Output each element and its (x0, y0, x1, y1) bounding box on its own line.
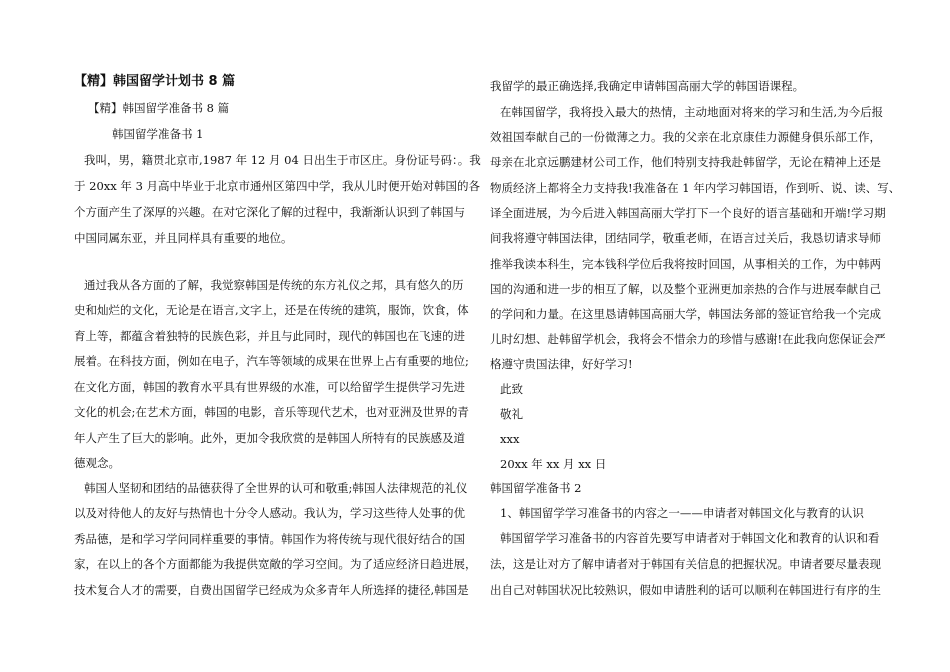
left-paragraph-line: 文化的机会;在艺术方面，韩国的电影，音乐等现代艺术，也对亚洲及世界的青 (74, 405, 469, 419)
subsection-heading: 1、韩国留学学习准备书的内容之一——申请者对韩国文化与教育的认识 (500, 506, 864, 520)
right-paragraph-line: 推举我读本科生，完本钱科学位后我将按时回国，从事相关的工作，为中韩两 (490, 257, 881, 271)
left-paragraph-line: 育上等，都蕴含着独特的民族色彩，并且与此同时，现代的韩国也在飞速的进 (74, 329, 465, 343)
left-paragraph-line: 通过我从各方面的了解，我觉察韩国是传统的东方礼仪之邦，具有悠久的历 (84, 278, 464, 292)
left-paragraph-line: 德观念。 (74, 456, 120, 470)
left-paragraph-line: 个方面产生了深厚的兴趣。在对它深化了解的过程中，我渐渐认识到了韩国与 (74, 205, 465, 219)
closing-salutation: 此致 (500, 382, 523, 396)
right-paragraph-line: 国的沟通和进一步的相互了解，以及整个亚洲更加亲热的合作与进展奉献自己 (490, 282, 881, 296)
left-paragraph-line: 我叫，男，籍贯北京市,1987 年 12 月 04 日出生于市区庄。身份证号码：。我 (84, 153, 481, 167)
left-paragraph-line: 技术复合人才的需要，自费出国留学已经成为众多青年人所选择的捷径,韩国是 (74, 583, 469, 597)
right-paragraph-line: 出自己对韩国状况比较熟识，假如申请胜利的话可以顺利在韩国进行有序的生 (490, 583, 881, 597)
right-paragraph-line: 我留学的最正确选择,我确定申请韩国高丽大学的韩国语课程。 (490, 79, 805, 93)
right-paragraph-line: 间我将遵守韩国法律，团结同学，敬重老师，在语言过关后，我恳切请求导师 (490, 231, 881, 245)
left-paragraph-line: 在文化方面，韩国的教育水平具有世界级的水准，可以给留学生提供学习先进 (74, 380, 465, 394)
left-paragraph-line: 以及对待他人的友好与热情也十分令人感动。我认为，学习这些待人处事的优 (74, 506, 465, 520)
left-paragraph-line: 韩国人坚韧和团结的品德获得了全世界的认可和敬重;韩国人法律规范的礼仪 (84, 481, 468, 495)
section-heading-1: 韩国留学准备书 1 (112, 127, 204, 141)
right-paragraph-line: 格遵守贵国法律，好好学习! (490, 357, 633, 371)
section-heading-2: 韩国留学准备书 2 (490, 481, 582, 495)
right-paragraph-line: 的学问和力量。在这里恳请韩国高丽大学，韩国法务部的签证官给我一个完成 (490, 307, 881, 321)
right-paragraph-line: 译全面进展，为今后进入韩国高丽大学打下一个良好的语言基础和开端!学习期 (490, 206, 886, 220)
left-subtitle: 【精】韩国留学准备书 8 篇 (88, 101, 230, 115)
right-paragraph-line: 母亲在北京远鹏建材公司工作，他们特别支持我赴韩留学，无论在精神上还是 (490, 155, 881, 169)
left-paragraph-line: 展着。在科技方面，例如在电子，汽车等领域的成果在世界上占有重要的地位; (74, 354, 469, 368)
signature-name: xxx (500, 432, 520, 446)
closing-regards: 敬礼 (500, 407, 523, 421)
left-paragraph-line: 中国同属东亚，并且同样具有重要的地位。 (74, 231, 293, 245)
left-paragraph-line: 年人产生了巨大的影响。此外，更加令我欣赏的是韩国人所特有的民族感及道 (74, 431, 465, 445)
right-paragraph-line: 物质经济上都将全力支持我!我准备在 1 年内学习韩国语，作到听、说、读、写、 (490, 181, 901, 195)
signature-date: 20xx 年 xx 月 xx 日 (500, 457, 607, 471)
right-paragraph-line: 法，这是让对方了解申请者对于韩国有关信息的把握状况。申请者要尽量表现 (490, 557, 881, 571)
left-paragraph-line: 家，在以上的各个方面都能为我提供宽敞的学习空间。为了适应经济日趋进展， (74, 557, 477, 571)
left-paragraph-line: 秀品德，是和学习学问同样重要的事情。韩国作为将传统与现代很好结合的国 (74, 532, 465, 546)
right-paragraph-line: 在韩国留学，我将投入最大的热情，主动地面对将来的学习和生活,为今后报 (500, 105, 884, 119)
left-paragraph-line: 于 20xx 年 3 月高中毕业于北京市通州区第四中学，我从儿时便开始对韩国的各 (74, 179, 481, 193)
right-paragraph-line: 效祖国奉献自己的一份微薄之力。我的父亲在北京康佳力源健身俱乐部工作， (490, 130, 881, 144)
right-paragraph-line: 儿时幻想、赴韩留学机会，我将会不惜余力的珍惜与感谢!在此我向您保证会严 (490, 332, 886, 346)
document-title: 【精】韩国留学计划书 8 篇 (74, 74, 236, 89)
left-paragraph-line: 史和灿烂的文化，无论是在语言,文字上，还是在传统的建筑，服饰，饮食，体 (74, 303, 469, 317)
right-paragraph-line: 韩国留学学习准备书的内容首先要写申请者对于韩国文化和教育的认识和看 (500, 531, 880, 545)
